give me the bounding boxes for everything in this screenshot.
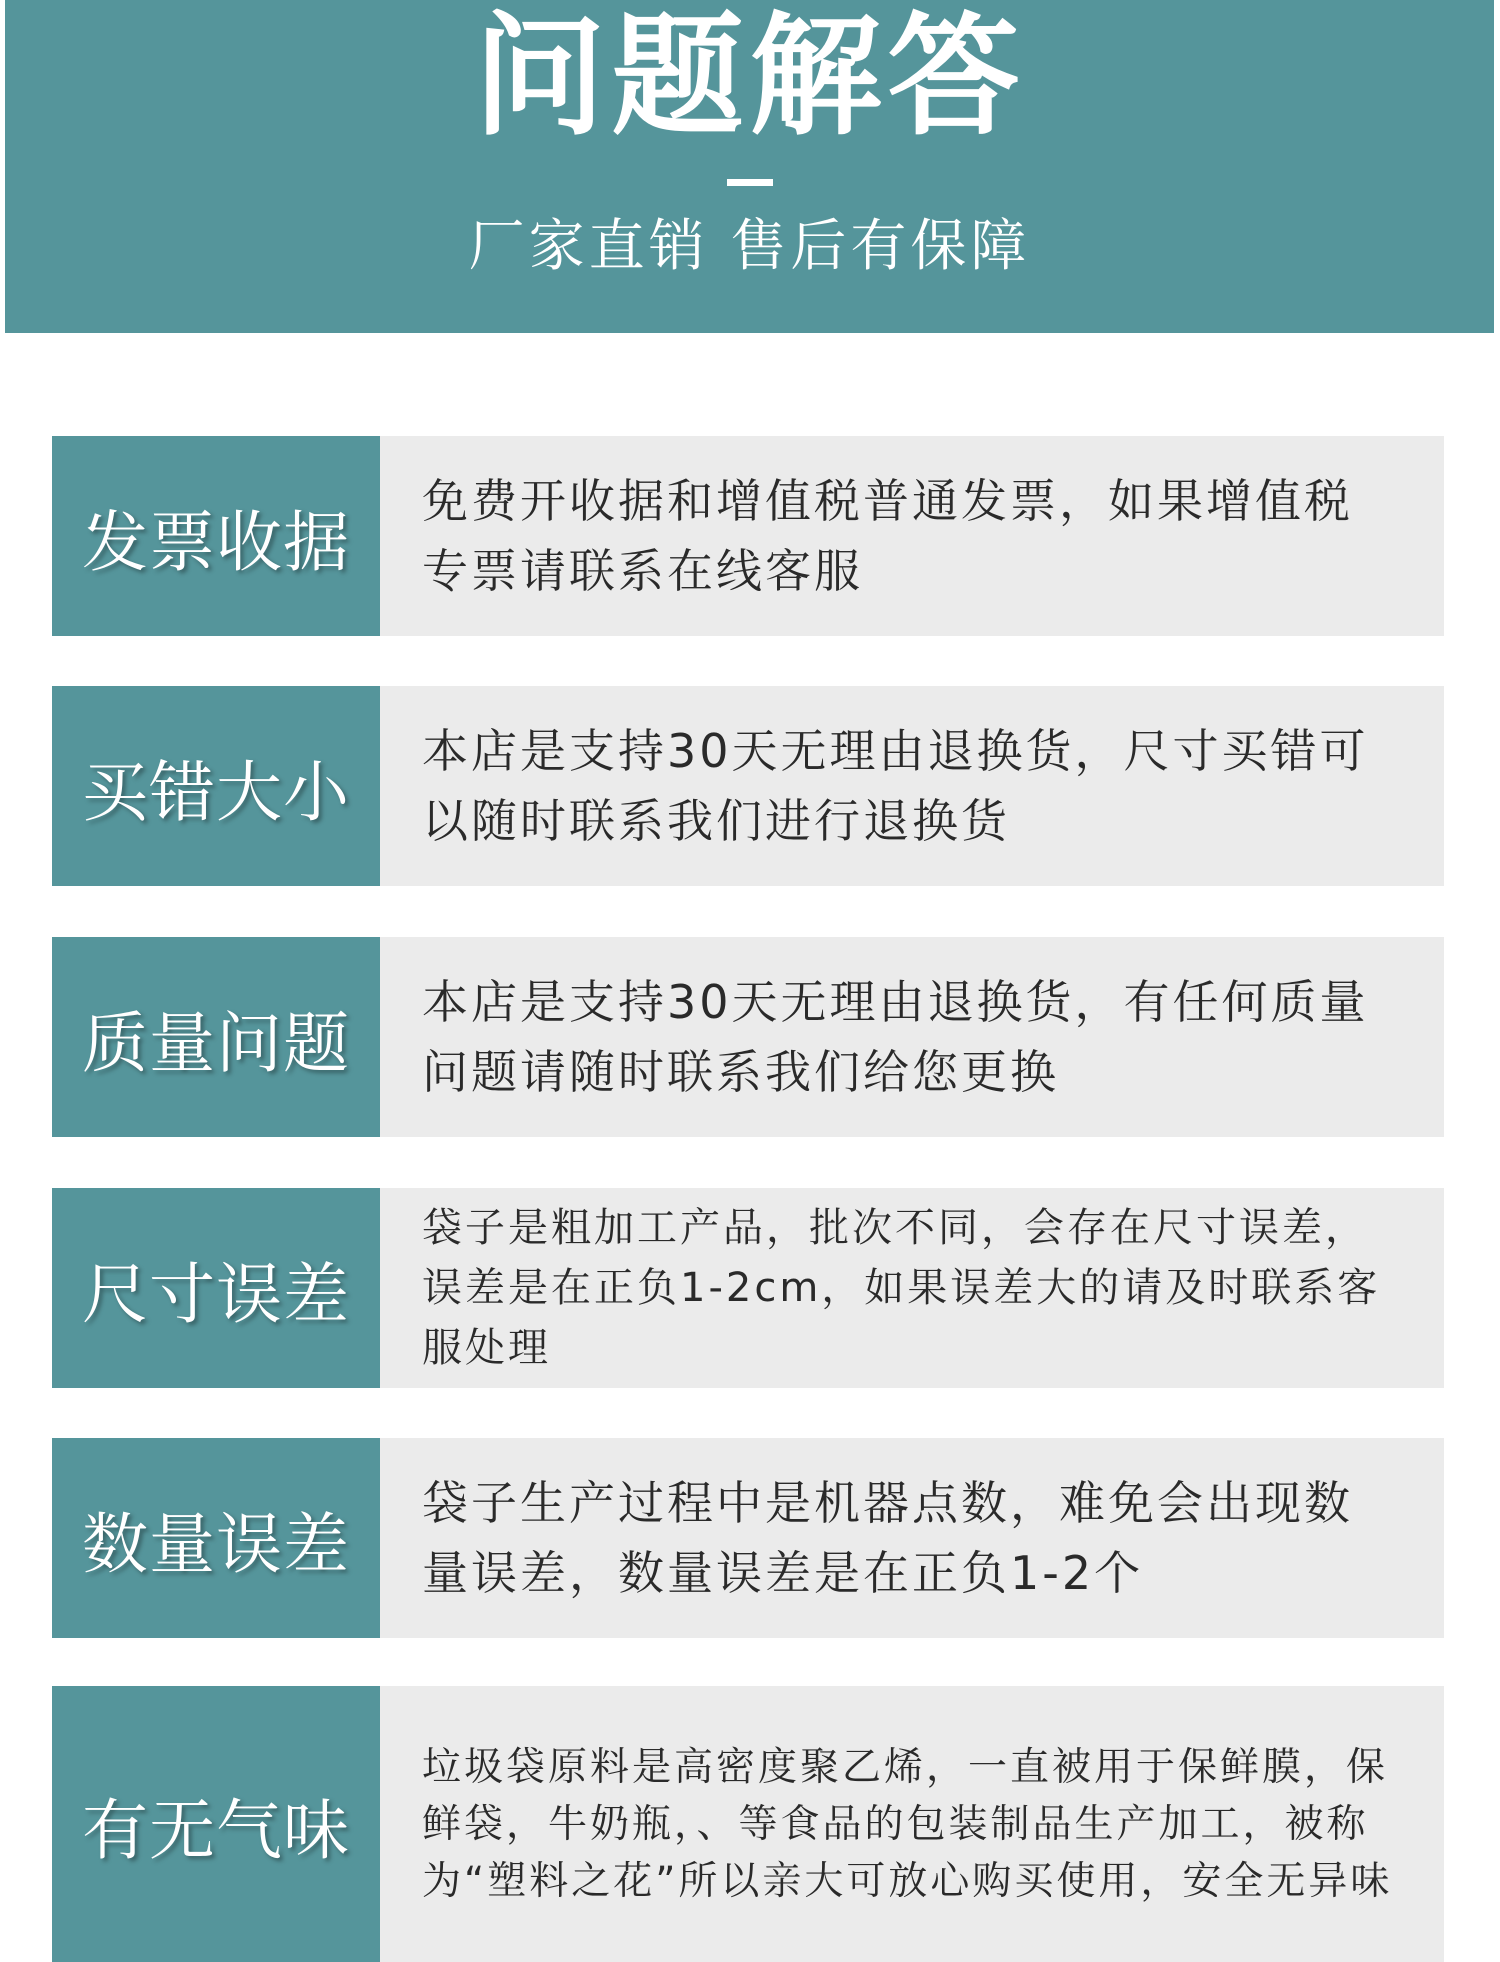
faq-label: 有无气味 — [52, 1686, 380, 1962]
faq-answer: 袋子生产过程中是机器点数，难免会出现数量误差，数量误差是在正负1-2个 — [380, 1438, 1444, 1638]
faq-label: 买错大小 — [52, 686, 380, 886]
faq-item-wrong-size — [52, 686, 1444, 886]
faq-label: 发票收据 — [52, 436, 380, 636]
page-title: 问题解答 — [473, 0, 1026, 154]
faq-answer: 垃圾袋原料是高密度聚乙烯，一直被用于保鲜膜，保鲜袋，牛奶瓶，、等食品的包装制品生产加工，被称为“塑料之花”所以亲大可放心购买使用，安全无异味 — [380, 1686, 1444, 1962]
faq-item-quantity-tolerance — [52, 1438, 1444, 1638]
faq-label: 质量问题 — [52, 937, 380, 1137]
faq-item-quality — [52, 937, 1444, 1137]
faq-item-invoice — [52, 436, 1444, 636]
faq-answer: 本店是支持30天无理由退换货，有任何质量问题请随时联系我们给您更换 — [380, 937, 1444, 1137]
page-header — [5, 0, 1494, 333]
faq-answer: 本店是支持30天无理由退换货，尺寸买错可以随时联系我们进行退换货 — [380, 686, 1444, 886]
faq-item-odor — [52, 1686, 1444, 1962]
faq-answer: 袋子是粗加工产品，批次不同，会存在尺寸误差，误差是在正负1-2cm，如果误差大的请及时联系客服处理 — [380, 1188, 1444, 1388]
faq-item-size-tolerance — [52, 1188, 1444, 1388]
page-subtitle: 厂家直销 售后有保障 — [468, 214, 1031, 279]
faq-answer: 免费开收据和增值税普通发票，如果增值税专票请联系在线客服 — [380, 436, 1444, 636]
faq-label: 尺寸误差 — [52, 1188, 380, 1388]
faq-label: 数量误差 — [52, 1438, 380, 1638]
title-divider — [727, 179, 773, 186]
